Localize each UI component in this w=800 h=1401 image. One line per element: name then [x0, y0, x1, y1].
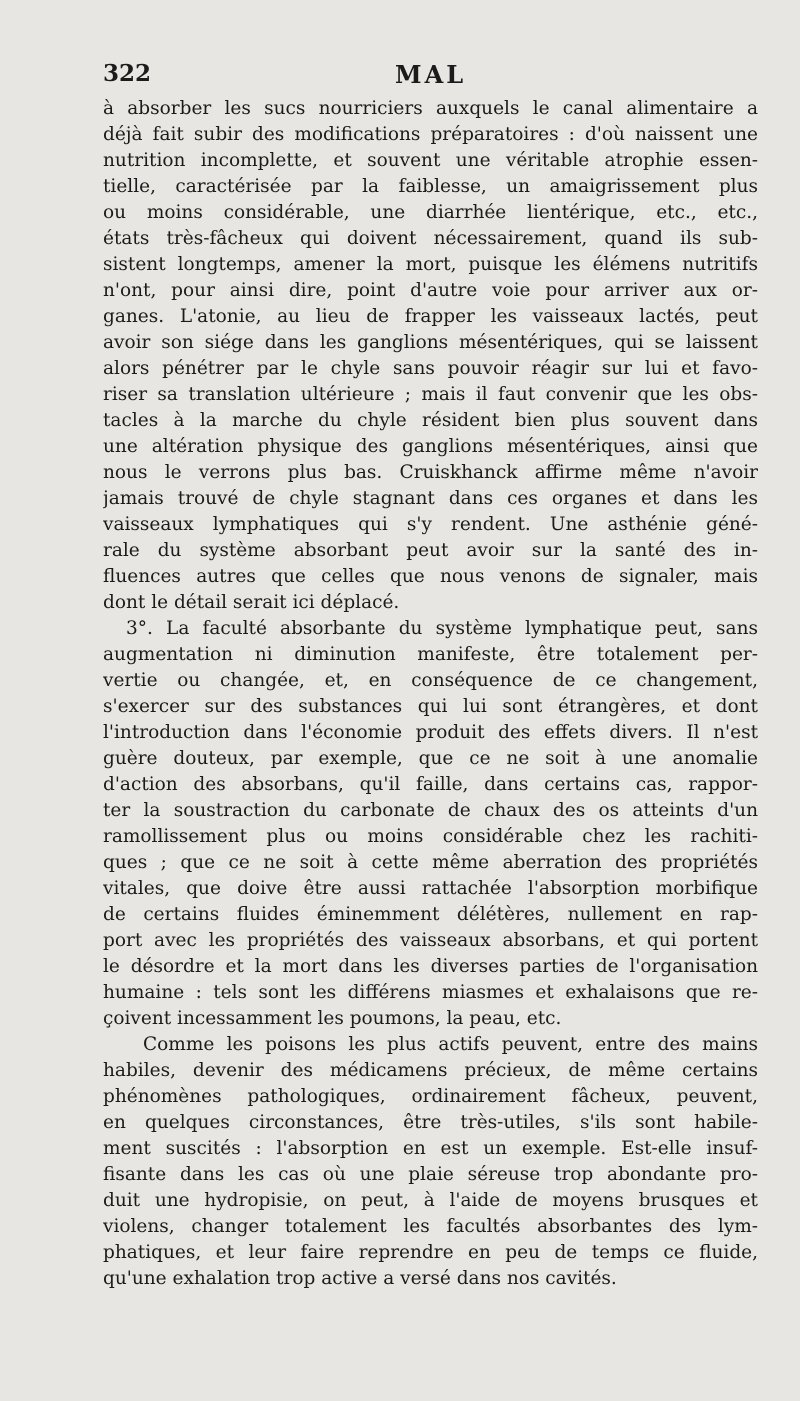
text-line: dont le détail serait ici déplacé. — [103, 592, 400, 613]
text-line: états très-fâcheux qui doivent nécessairement, quand ils sub- — [103, 228, 758, 249]
text-line: duit une hydropisie, on peut, à l'aide de moyens brusques et — [103, 1190, 758, 1211]
text-line: ganes. L'atonie, au lieu de frapper les vaisseaux lactés, peut — [103, 306, 758, 327]
text-line: çoivent incessamment les poumons, la peau, etc. — [103, 1008, 562, 1029]
text-line: port avec les propriétés des vaisseaux absorbans, et qui portent — [103, 930, 758, 951]
page-body — [103, 96, 758, 1292]
running-head: MAL — [395, 60, 467, 89]
text-line: à absorber les sucs nourriciers auxquels le canal alimentaire a — [103, 98, 758, 119]
text-line: vaisseaux lymphatiques qui s'y rendent. Une asthénie géné- — [103, 514, 758, 535]
text-line: fisante dans les cas où une plaie séreuse trop abondante pro- — [103, 1164, 758, 1185]
text-line: ment suscités : l'absorption en est un exemple. Est-elle insuf- — [103, 1138, 758, 1159]
text-line: qu'une exhalation trop active a versé dans nos cavités. — [103, 1268, 617, 1289]
text-line: d'action des absorbans, qu'il faille, dans certains cas, rappor- — [103, 774, 758, 795]
text-line: fluences autres que celles que nous venons de signaler, mais — [103, 566, 758, 587]
text-line: tacles à la marche du chyle résident bien plus souvent dans — [103, 410, 758, 431]
text-line: n'ont, pour ainsi dire, point d'autre voie pour arriver aux or- — [103, 280, 758, 301]
paragraph-start-line: Comme les poisons les plus actifs peuvent, entre des mains — [143, 1034, 758, 1055]
text-line: ques ; que ce ne soit à cette même aberration des propriétés — [103, 852, 758, 873]
text-line: vertie ou changée, et, en conséquence de ce changement, — [103, 670, 758, 691]
text-line: alors pénétrer par le chyle sans pouvoir réagir sur lui et favo- — [103, 358, 758, 379]
page-header — [103, 60, 758, 96]
text-line: nous le verrons plus bas. Cruiskhanck affirme même n'avoir — [103, 462, 758, 483]
text-line: habiles, devenir des médicamens précieux, de même certains — [103, 1060, 758, 1081]
text-line: humaine : tels sont les différens miasmes et exhalaisons que re- — [103, 982, 758, 1003]
text-line: vitales, que doive être aussi rattachée l'absorption morbifique — [103, 878, 758, 899]
text-line: jamais trouvé de chyle stagnant dans ces organes et dans les — [103, 488, 758, 509]
paragraph-start-line: 3°. La faculté absorbante du système lymphatique peut, sans — [126, 618, 758, 639]
text-line: phatiques, et leur faire reprendre en peu de temps ce fluide, — [103, 1242, 758, 1263]
text-line: riser sa translation ultérieure ; mais il faut convenir que les obs- — [103, 384, 758, 405]
page-number: 322 — [103, 60, 152, 87]
text-line: tielle, caractérisée par la faiblesse, un amaigrissement plus — [103, 176, 758, 197]
text-line: violens, changer totalement les facultés absorbantes des lym- — [103, 1216, 758, 1237]
text-line: s'exercer sur des substances qui lui sont étrangères, et dont — [103, 696, 758, 717]
text-line: ter la soustraction du carbonate de chaux des os atteints d'un — [103, 800, 758, 821]
text-line: avoir son siége dans les ganglions mésentériques, qui se laissent — [103, 332, 758, 353]
text-line: guère douteux, par exemple, que ce ne soit à une anomalie — [103, 748, 758, 769]
text-line: augmentation ni diminution manifeste, être totalement per- — [103, 644, 758, 665]
text-line: l'introduction dans l'économie produit des effets divers. Il n'est — [103, 722, 758, 743]
text-line: le désordre et la mort dans les diverses parties de l'organisation — [103, 956, 758, 977]
text-line: une altération physique des ganglions mésentériques, ainsi que — [103, 436, 758, 457]
text-line: sistent longtemps, amener la mort, puisque les élémens nutritifs — [103, 254, 758, 275]
text-line: phénomènes pathologiques, ordinairement fâcheux, peuvent, — [103, 1086, 758, 1107]
text-line: en quelques circonstances, être très-utiles, s'ils sont habile- — [103, 1112, 758, 1133]
text-line: ramollissement plus ou moins considérable chez les rachiti- — [103, 826, 758, 847]
text-line: nutrition incomplette, et souvent une véritable atrophie essen- — [103, 150, 758, 171]
text-line: déjà fait subir des modifications préparatoires : d'où naissent une — [103, 124, 758, 145]
text-line: ou moins considérable, une diarrhée lientérique, etc., etc., — [103, 202, 758, 223]
text-line: de certains fluides éminemment délétères, nullement en rap- — [103, 904, 758, 925]
text-line: rale du système absorbant peut avoir sur la santé des in- — [103, 540, 758, 561]
